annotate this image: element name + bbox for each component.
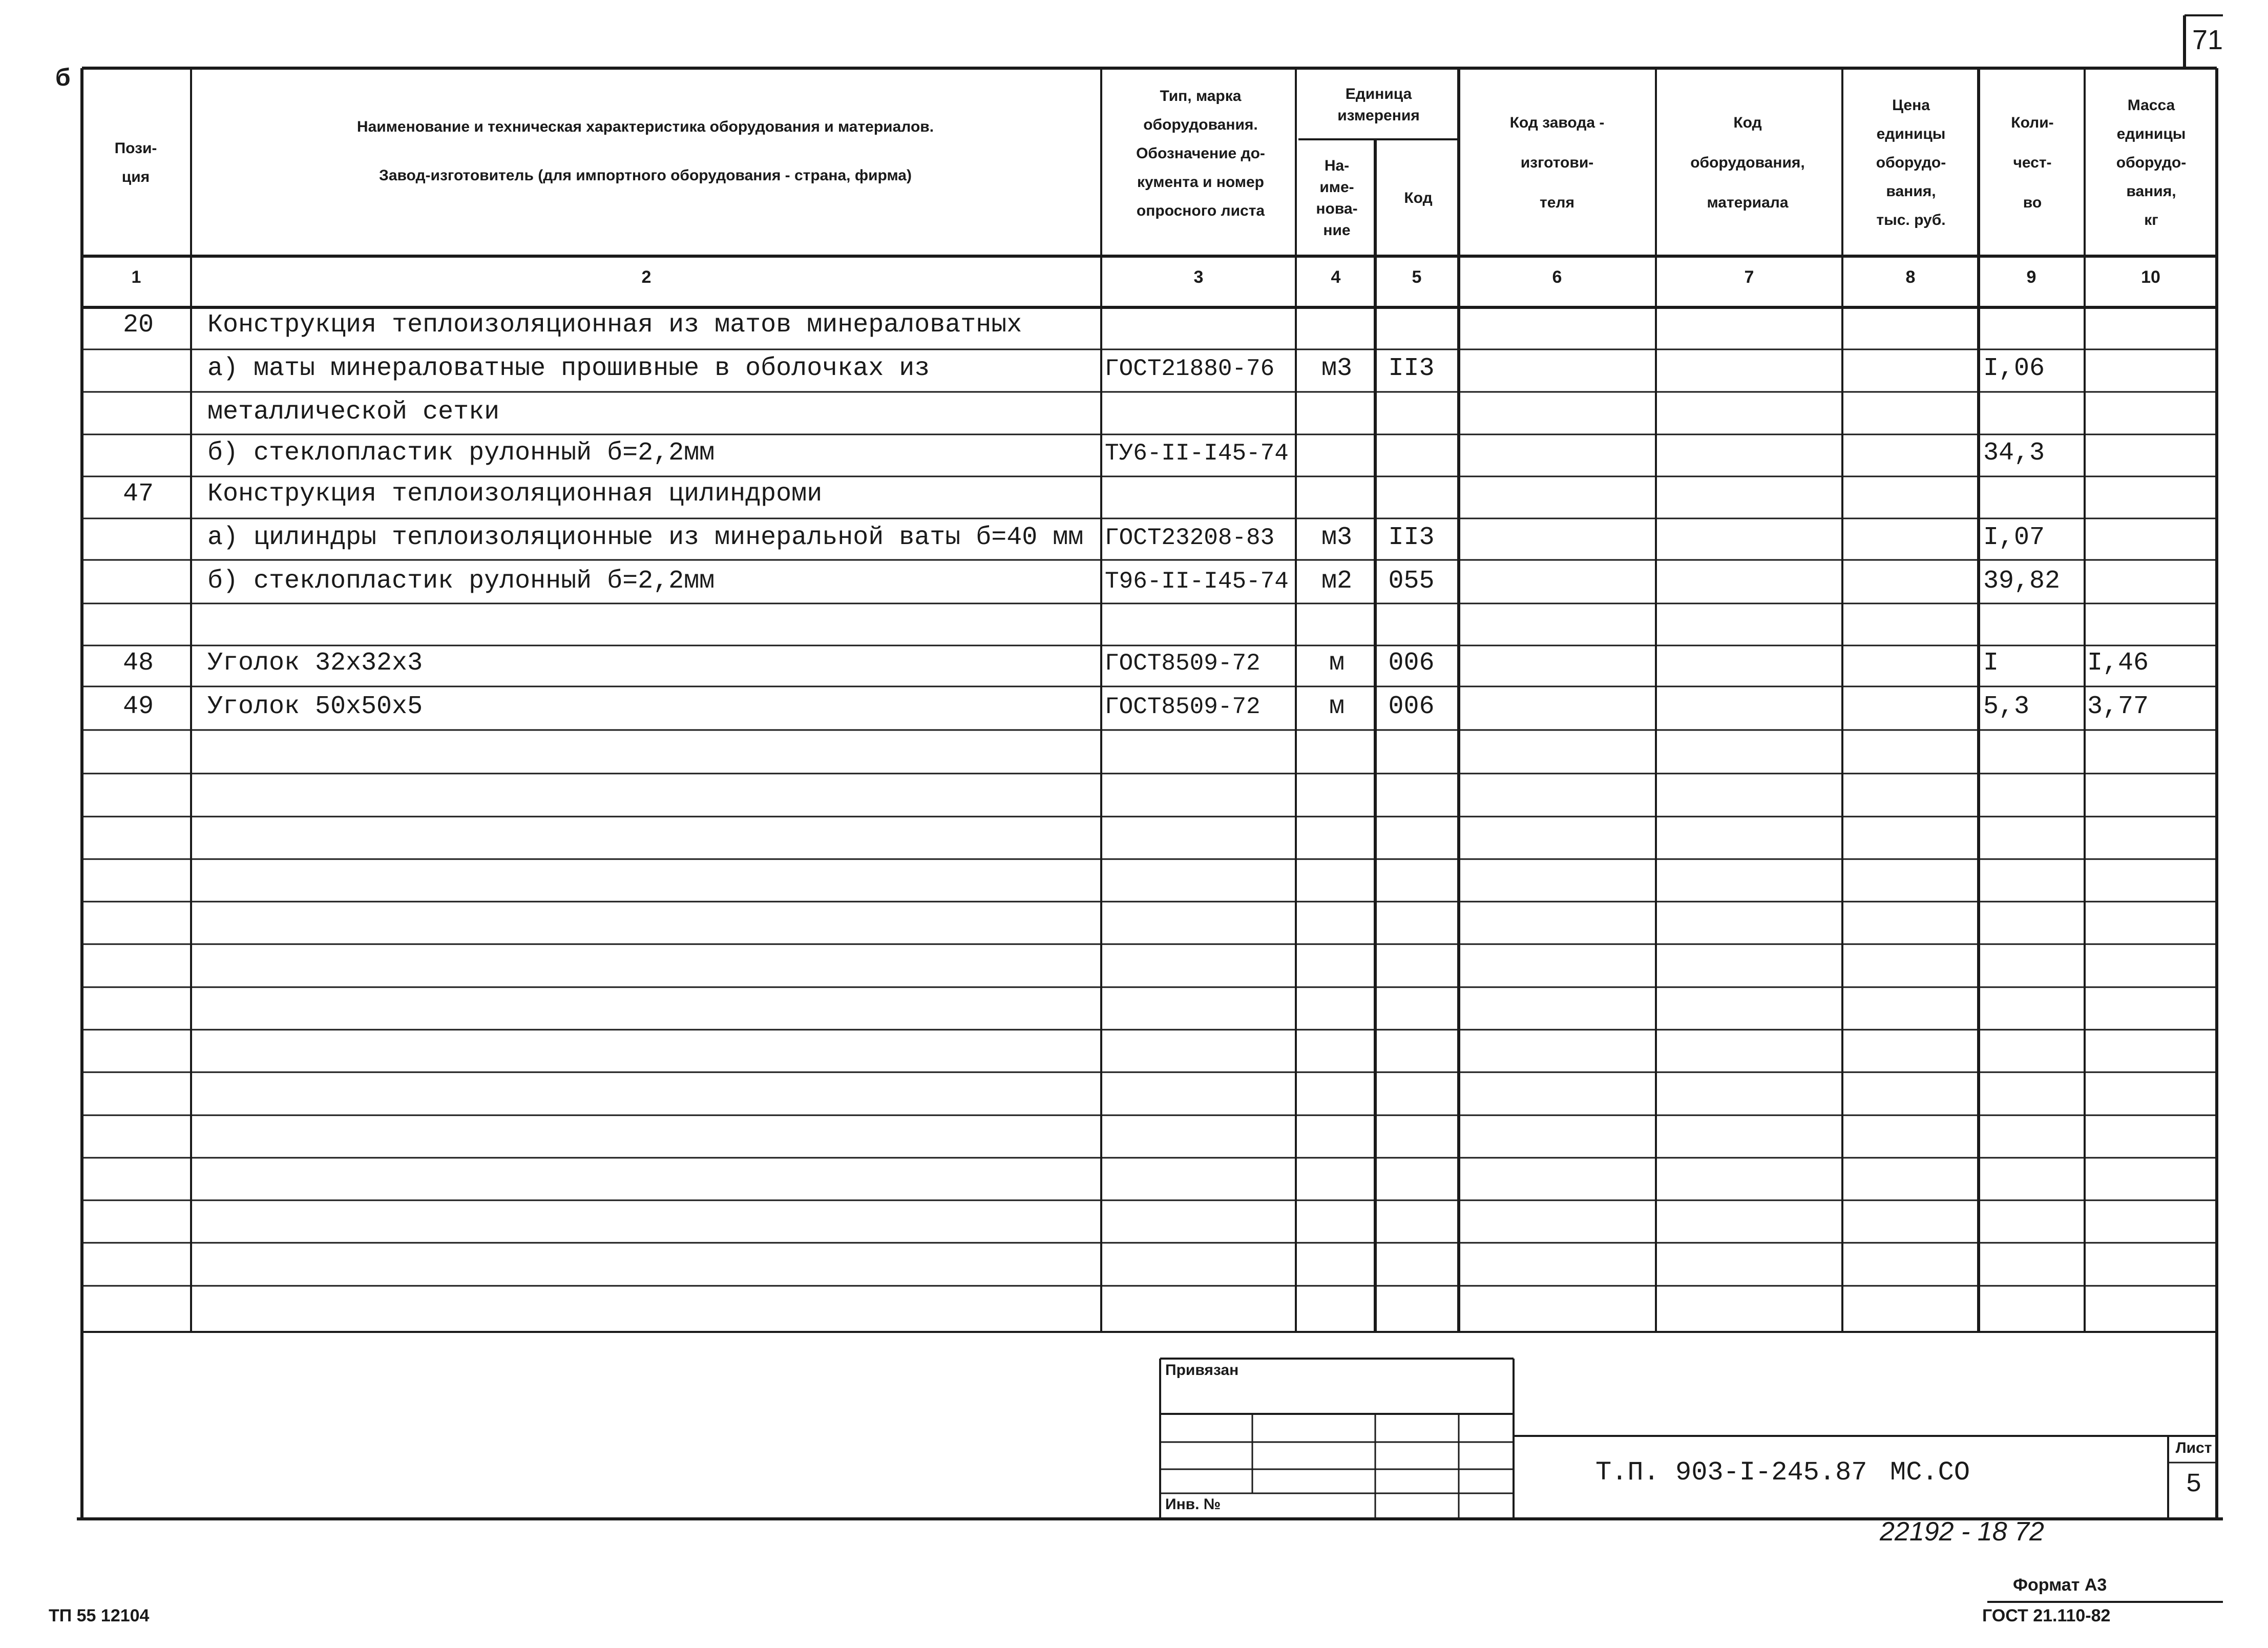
unit-code-cell: 055 [1388,567,1435,596]
mass-cell: 3,77 [2087,692,2149,721]
quantity-cell: I,07 [1983,523,2045,552]
unit-name-cell: м2 [1321,567,1352,596]
inventory-number-label: Инв. № [1165,1496,1221,1513]
header-unit-mass: Масса единицы оборудо- вания, кг [2116,96,2187,228]
document-cell: ГОСТ21880-76 [1105,356,1275,382]
handwritten-number: 22192 - 18 72 [1880,1517,2044,1547]
item-name-cell: Конструкция теплоизоляционная цилиндроми [207,479,823,509]
column-number: 9 [2026,267,2036,287]
column-number: 10 [2141,267,2160,287]
document-cell: Т96-II-I45-74 [1105,568,1289,595]
header-type-line: Тип, марка [1160,88,1242,105]
column-number: 3 [1193,267,1204,287]
document-cell: ТУ6-II-I45-74 [1105,440,1289,467]
header-plant-code: Код завода - изготови- теля [1509,114,1605,211]
item-name-cell: Уголок 32х32х3 [207,649,423,678]
header-name-line1: Наименование и техническая характеристика оборудования и материалов. [356,118,934,135]
document-mark: МС.СО [1890,1457,1970,1488]
quantity-cell: 39,82 [1983,567,2061,596]
header-unit-name: На- име- нова- ние [1316,157,1358,239]
column-number: 1 [131,267,141,287]
header-position: Пози- ция [114,139,157,185]
item-name-cell: Конструкция теплоизоляционная из матов минераловатных [207,310,1022,340]
column-number: 7 [1744,267,1754,287]
linked-label: Привязан [1165,1362,1239,1379]
document-cell: ГОСТ8509-72 [1105,694,1261,720]
header-quantity: Коли- чест- во [2011,114,2054,211]
position-cell: 49 [122,692,154,721]
column-number: 2 [641,267,652,287]
position-cell: 48 [122,649,154,678]
item-name-cell: металлической сетки [207,398,500,427]
header-unit-price: Цена единицы оборудо- вания, тыс. руб. [1876,96,1946,228]
item-name-cell: а) цилиндры теплоизоляционные из минеральной ваты б=40 мм [207,523,1084,552]
header-equipment-code: Код оборудования, материала [1690,114,1805,211]
quantity-cell: 34,3 [1983,439,2045,468]
column-number: 5 [1412,267,1422,287]
unit-name-cell: м3 [1321,354,1352,383]
unit-code-cell: II3 [1388,354,1435,383]
unit-name-cell: м [1329,692,1345,721]
header-type-line: кумента и номер [1137,174,1265,191]
unit-code-cell: II3 [1388,523,1435,552]
header-type-line: оборудования. [1143,116,1258,133]
unit-code-cell: 006 [1388,649,1435,678]
header-name-line2: Завод-изготовитель (для импортного оборудования - страна, фирма) [379,167,912,184]
tp-code: ТП 55 12104 [49,1606,150,1625]
item-name-cell: б) стеклопластик рулонный б=2,2мм [207,567,715,596]
quantity-cell: 5,3 [1983,692,2030,721]
document-cell: ГОСТ8509-72 [1105,650,1261,677]
unit-name-cell: м3 [1321,523,1352,552]
column-number: 8 [1905,267,1916,287]
header-unit-code: Код [1404,190,1433,206]
position-cell: 20 [122,310,154,340]
unit-name-cell: м [1329,649,1345,678]
header-unit-group: Единица измерения [1337,86,1420,124]
format-label: Формат А3 [2013,1575,2107,1595]
sheet-number: 5 [2186,1469,2202,1499]
item-name-cell: Уголок 50х50х5 [207,692,423,721]
position-cell: 47 [122,479,154,509]
project-designation: Т.П. 903-I-245.87 [1595,1457,1867,1488]
item-name-cell: а) маты минераловатные прошивные в оболочках из [207,354,930,383]
gost-label: ГОСТ 21.110-82 [1982,1606,2111,1625]
quantity-cell: I,06 [1983,354,2045,383]
header-type [1106,82,1295,225]
mass-cell: I,46 [2087,649,2149,678]
unit-code-cell: 006 [1388,692,1435,721]
column-number: 6 [1552,267,1562,287]
corner-mark: б [55,64,71,91]
column-number: 4 [1331,267,1341,287]
quantity-cell: I [1983,649,1999,678]
sheet-corner-number: 71 [2192,25,2223,55]
header-type-line: Обозначение до- [1136,145,1265,162]
sheet-label: Лист [2175,1440,2212,1456]
document-cell: ГОСТ23208-83 [1105,525,1275,551]
item-name-cell: б) стеклопластик рулонный б=2,2мм [207,439,715,468]
header-type-line: опросного листа [1136,202,1265,219]
